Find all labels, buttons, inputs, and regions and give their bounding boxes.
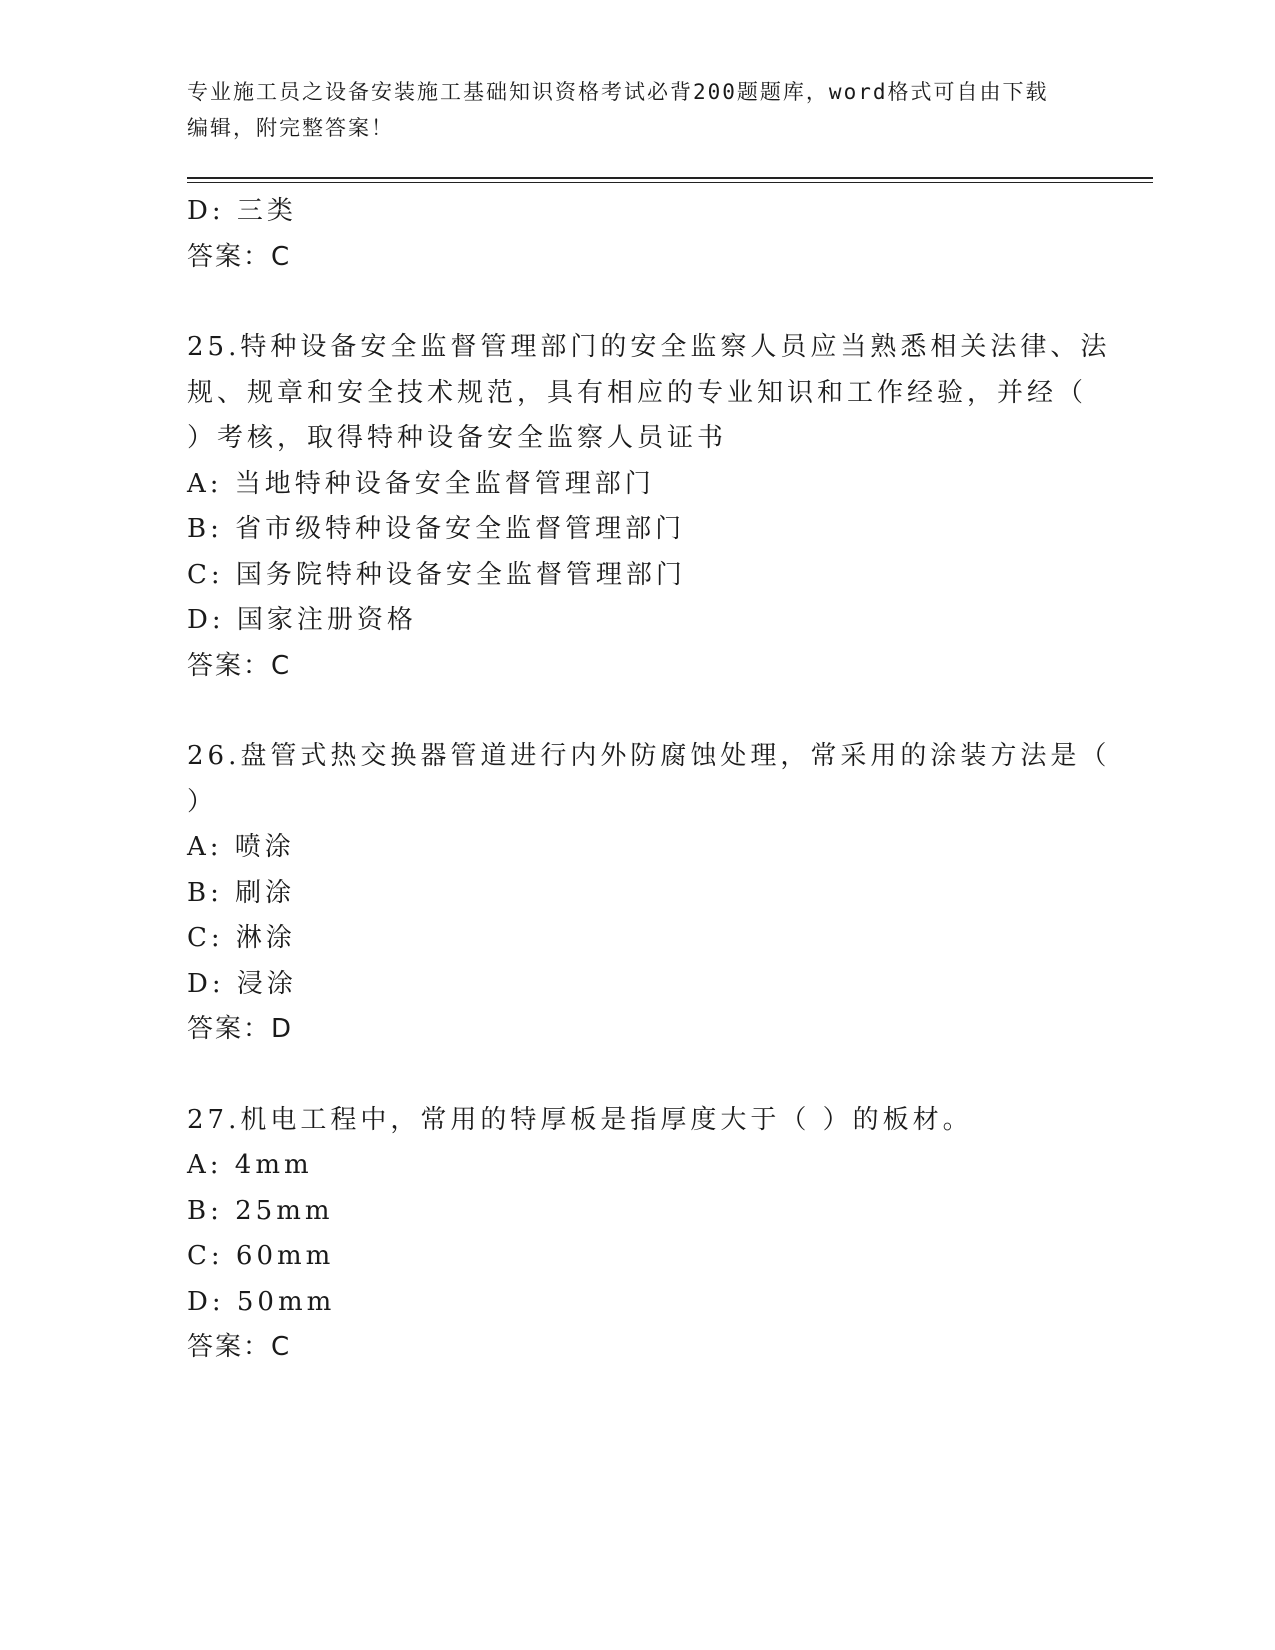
- option-d: D: 浸涂: [187, 968, 297, 999]
- option-d: D: 三类: [187, 196, 297, 226]
- option-b: B: 省市级特种设备安全监督管理部门: [187, 514, 686, 544]
- option-d: D: 国家注册资格: [187, 605, 417, 635]
- spacer: [187, 280, 1087, 325]
- spacer: [187, 1053, 1087, 1098]
- spacer: [187, 689, 1087, 734]
- question-list: [187, 189, 1111, 1371]
- option-b: B: 25mm: [187, 1195, 334, 1226]
- option-a: A: 喷涂: [187, 832, 295, 862]
- header-divider-thin: [187, 182, 1153, 183]
- question-block: [187, 1098, 1087, 1371]
- option-c: C: 淋涂: [187, 923, 296, 953]
- question-stem-line: ）: [187, 786, 218, 817]
- answer-line: 答案：D: [187, 1014, 294, 1044]
- option-a: A: 4mm: [187, 1150, 313, 1180]
- option-d: D: 50mm: [187, 1286, 336, 1317]
- answer-line: 答案：C: [187, 1332, 292, 1362]
- answer-line: 答案：C: [187, 650, 292, 681]
- question-stem-line: 26.盘管式热交换器管道进行内外防腐蚀处理，常采用的涂装方法是（: [187, 741, 1111, 771]
- question-stem-line: 25.特种设备安全监督管理部门的安全监察人员应当熟悉相关法律、法: [187, 332, 1111, 362]
- question-stem-line: 27.机电工程中，常用的特厚板是指厚度大于（ ）的板材。: [187, 1104, 973, 1135]
- document-header: 专业施工员之设备安装施工基础知识资格考试必背200题题库，word格式可自由下载编辑，附完整答案！: [187, 80, 1049, 140]
- option-a: A: 当地特种设备安全监督管理部门: [187, 468, 655, 499]
- question-block: [187, 734, 1111, 1053]
- option-b: B: 刷涂: [187, 877, 296, 908]
- question-stem-line: ）考核，取得特种设备安全监察人员证书: [187, 423, 728, 453]
- answer-line: 答案：C: [187, 241, 292, 272]
- question-stem-line: 规、规章和安全技术规范，具有相应的专业知识和工作经验，并经（: [187, 377, 1088, 408]
- option-c: C: 60mm: [187, 1241, 335, 1271]
- header-divider-thick: [187, 177, 1153, 179]
- option-c: C: 国务院特种设备安全监督管理部门: [187, 559, 686, 590]
- question-block: [187, 325, 1111, 689]
